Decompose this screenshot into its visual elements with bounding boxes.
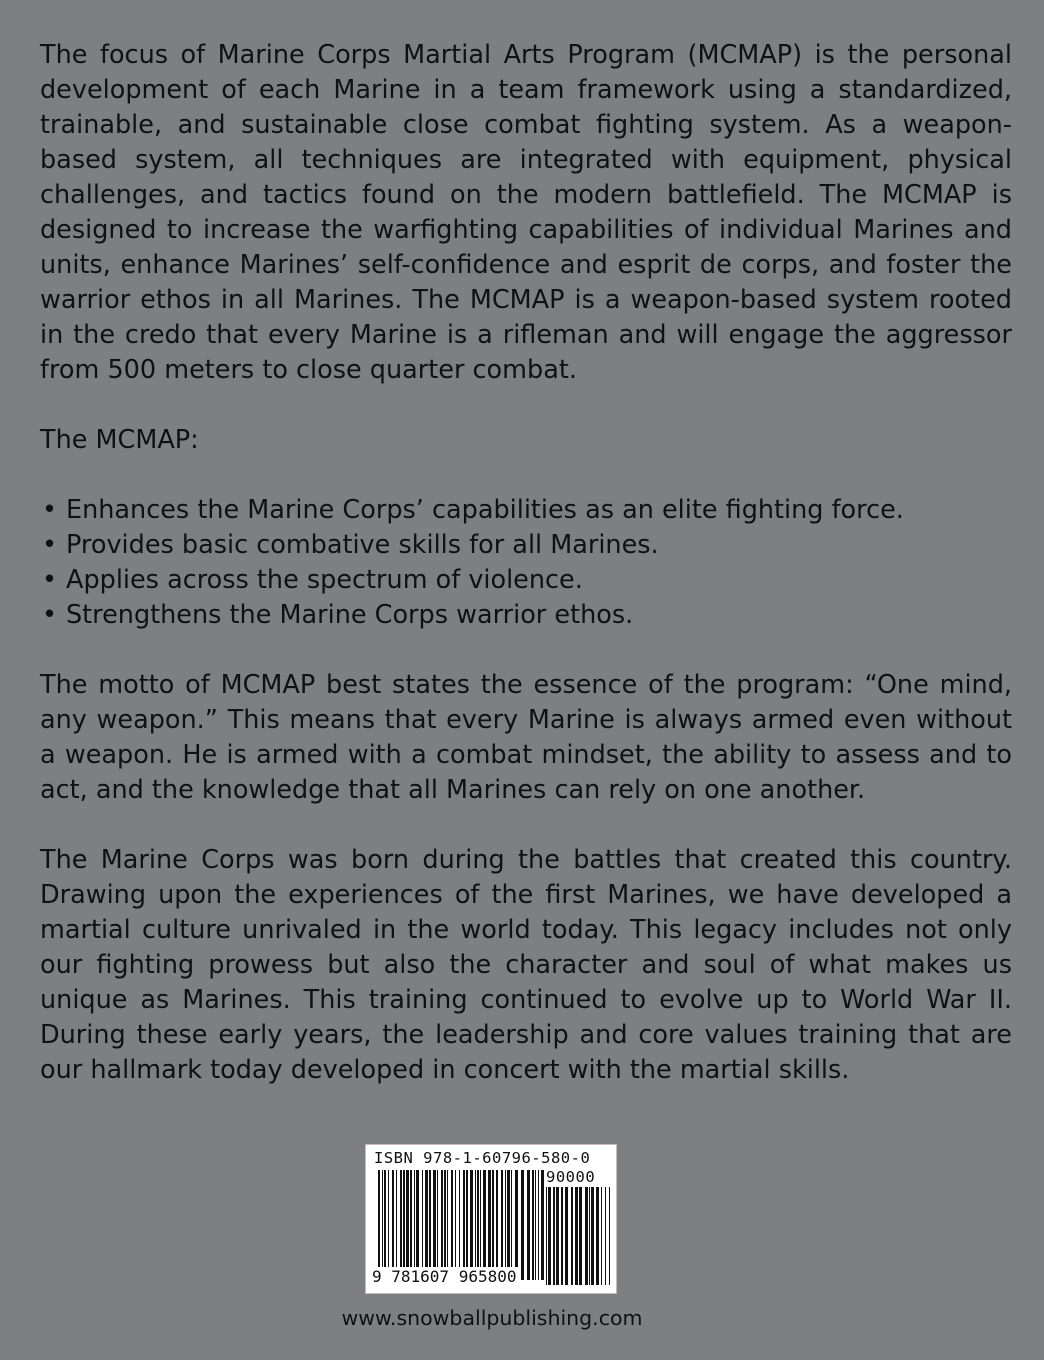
- addon-number: 90000: [546, 1168, 596, 1186]
- intro-paragraph: The focus of Marine Corps Martial Arts Program (MCMAP) is the personal development of each Marine in a team framework using a standardized, trainable, and sustainable close combat fighting system. As a weapon-based system, all techniques are integrated with equipment, physical challenges, and tactics found on the modern battlefield. The MCMAP is designed to increase the warfighting capabilities of individual Marines and units, enhance Marines’ self-confidence and esprit de corps, and foster the warrior ethos in all Marines. The MCMAP is a weapon-based system rooted in the credo that every Marine is a rifleman and will engage the aggressor from 500 meters to close quarter combat.: [40, 40, 1012, 385]
- mcmap-list-heading: The MCMAP:: [40, 425, 199, 455]
- ean-bars: [378, 1170, 544, 1280]
- isbn-barcode: [366, 1145, 616, 1293]
- addon-bars: [546, 1187, 610, 1285]
- motto-paragraph: The motto of MCMAP best states the essence of the program: “One mind, any weapon.” This means that every Marine is always armed even without a weapon. He is armed with a combat mindset, the ability to assess and to act, and the knowledge that all Marines can rely on one another.: [40, 670, 1012, 805]
- publisher-website: www.snowballpublishing.com: [341, 1306, 643, 1330]
- list-item: • Applies across the spectrum of violence.: [40, 563, 1012, 598]
- ean-digits: 9 781607 965800: [372, 1267, 517, 1286]
- list-item: • Enhances the Marine Corps’ capabilities as an elite fighting force.: [40, 493, 1012, 528]
- isbn-label: ISBN 978-1-60796-580-0: [374, 1149, 591, 1167]
- list-item: • Provides basic combative skills for all Marines.: [40, 528, 1012, 563]
- history-paragraph: The Marine Corps was born during the battles that created this country. Drawing upon the experiences of the first Marines, we have developed a martial culture unrivaled in the world today. This legacy includes not only our fighting prowess but also the character and soul of what makes us unique as Marines. This training continued to evolve up to World War II. During these early years, the leadership and core values training that are our hallmark today developed in concert with the martial skills.: [40, 845, 1012, 1085]
- list-item: • Strengthens the Marine Corps warrior ethos.: [40, 598, 1012, 633]
- mcmap-benefits-list: [40, 493, 1012, 633]
